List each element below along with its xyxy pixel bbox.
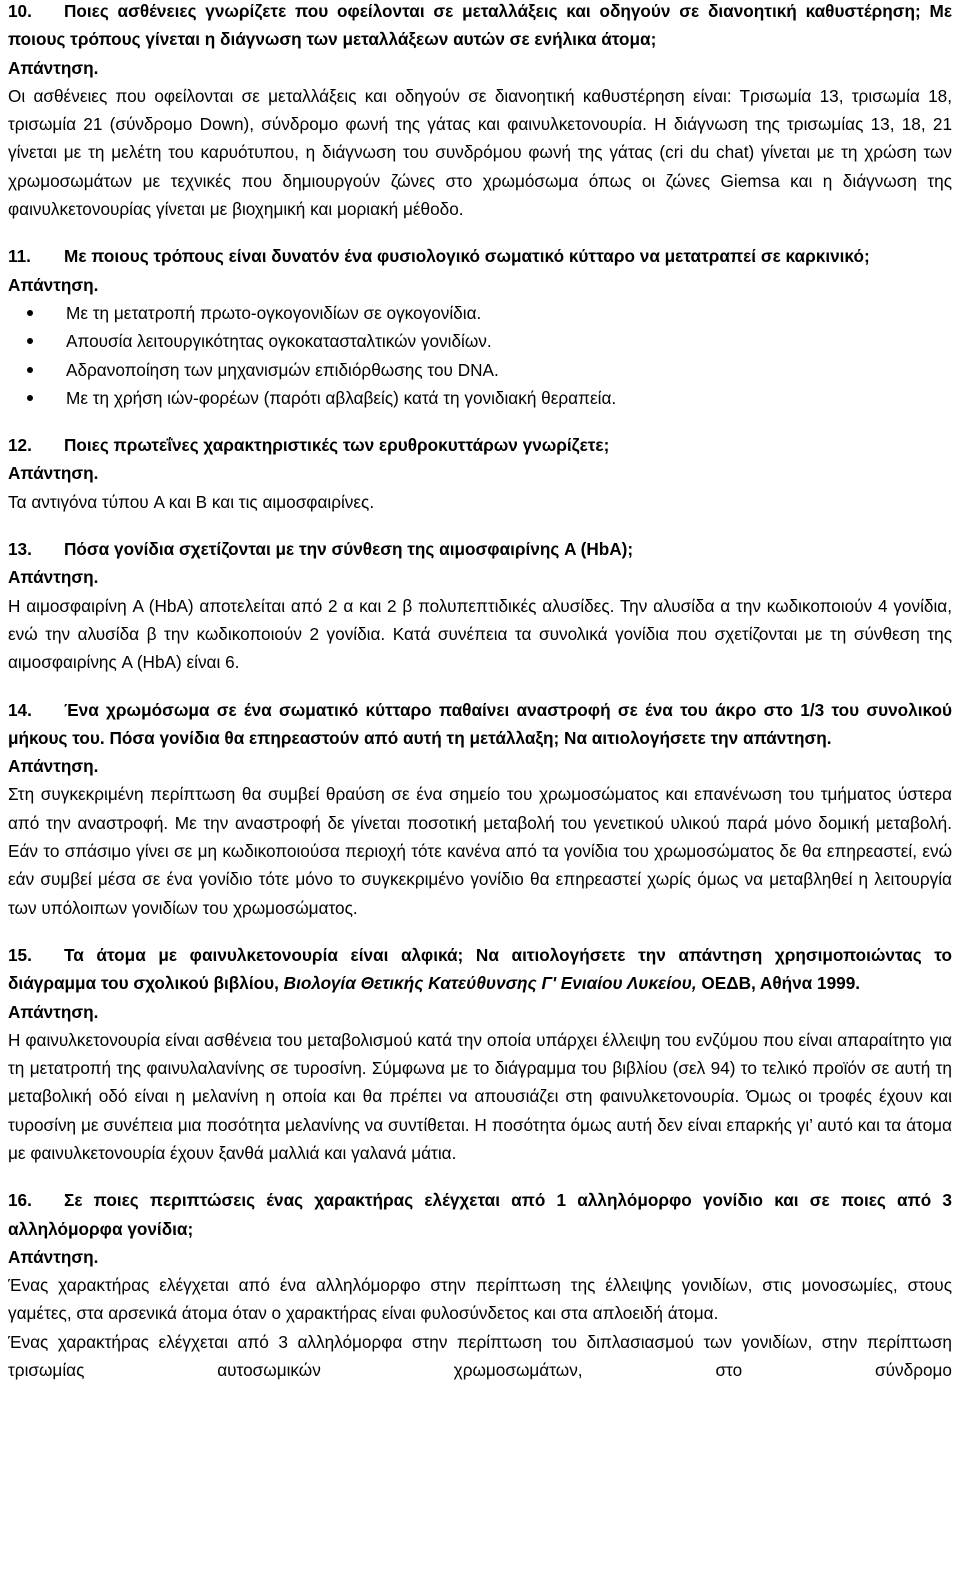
question-section-14	[8, 696, 952, 922]
question-number: 12.	[8, 435, 32, 456]
question-heading	[8, 242, 952, 270]
question-heading	[8, 696, 952, 753]
question-number: 11.	[8, 246, 31, 267]
question-text: Ένα χρωμόσωμα σε ένα σωματικό κύτταρο παθαίνει αναστροφή σε ένα του άκρο στο 1/3 του συνολικού μήκους του. Πόσα γονίδια θα επηρεαστούν από αυτή τη μετάλλαξη; Να αιτιολογήσετε την απάντηση.	[8, 699, 952, 748]
answer-bullet-list	[8, 299, 952, 412]
question-section-16	[8, 1186, 952, 1384]
question-section-12	[8, 431, 952, 516]
question-heading	[8, 1186, 952, 1243]
question-heading	[8, 0, 952, 54]
answer-label: Απάντηση.	[8, 274, 99, 295]
question-text: Σε ποιες περιπτώσεις ένας χαρακτήρας ελέγχεται από 1 αλληλόμορφο γονίδιο και σε ποιες από 3 αλληλόμορφα γονίδια;	[8, 1190, 952, 1239]
answer-label: Απάντηση.	[8, 756, 99, 777]
question-section-15	[8, 941, 952, 1167]
answer-label: Απάντηση.	[8, 567, 99, 588]
question-section-13	[8, 535, 952, 676]
answer-label: Απάντηση.	[8, 57, 99, 78]
question-number: 13.	[8, 539, 32, 560]
question-number: 15.	[8, 944, 32, 965]
question-number: 16.	[8, 1190, 32, 1211]
question-heading	[8, 535, 952, 563]
question-text: Πόσα γονίδια σχετίζονται με την σύνθεση της αιμοσφαιρίνης A (HbA);	[64, 539, 634, 560]
question-text-end: ΟΕΔΒ, Αθήνα 1999.	[696, 973, 861, 994]
answer-text-1: Ένας χαρακτήρας ελέγχεται από ένα αλληλόμορφο στην περίπτωση της έλλειψης γονιδίων, στις μονοσωμίες, στους γαμέτες, στα αρσενικά άτομα όταν ο χαρακτήρας είναι φυλοσύνδετος και στα απλοειδή άτομα.	[8, 1275, 952, 1324]
question-number: 14.	[8, 699, 32, 720]
answer-text: Στη συγκεκριμένη περίπτωση θα συμβεί θραύση σε ένα σημείο του χρωμοσώματος και επανένωση του τμήματος ύστερα από την αναστροφή. Με την αναστροφή δε γίνεται ποσοτική μεταβολή του γενετικού υλικού παρά μόνο δομική μεταβολή. Εάν το σπάσιμο γίνει σε μη κωδικοποιούσα περιοχή τότε κανένα από τα γονίδια του χρωμοσώματος δε θα επηρεαστεί, ενώ εάν συμβεί μέσα σε ένα γονίδιο τότε μόνο το συγκεκριμένο γονίδιο θα επηρεαστεί χωρίς όμως να μεταβληθεί η λειτουργία των υπόλοιπων γονιδίων του χρωμοσώματος.	[8, 784, 952, 918]
document-body	[8, 0, 952, 1384]
bullet-item: Αδρανοποίηση των μηχανισμών επιδιόρθωσης του DNA.	[66, 356, 952, 384]
answer-text-2: Ένας χαρακτήρας ελέγχεται από 3 αλληλόμορφα στην περίπτωση του διπλασιασμού των γονιδίων, στην περίπτωση τρισωμίας αυτοσωμικών χρωμοσωμάτων, στο σύνδρομο	[8, 1331, 952, 1381]
question-text: Ποιες ασθένειες γνωρίζετε που οφείλονται σε μεταλλάξεις και οδηγούν σε διανοητική καθυστέρηση; Με ποιους τρόπους γίνεται η διάγνωση των μεταλλάξεων αυτών σε ενήλικα άτομα;	[8, 1, 952, 50]
bullet-item: Με τη μετατροπή πρωτο-ογκογονιδίων σε ογκογονίδια.	[66, 299, 952, 327]
question-section-11	[8, 242, 952, 412]
answer-label: Απάντηση.	[8, 463, 99, 484]
answer-text: Η αιμοσφαιρίνη A (HbA) αποτελείται από 2 α και 2 β πολυπεπτιδικές αλυσίδες. Την αλυσίδα α την κωδικοποιούν 4 γονίδια, ενώ την αλυσίδα β την κωδικοποιούν 2 γονίδια. Κατά συνέπεια τα συνολικά γονίδια που σχετίζονται με τη σύνθεση της αιμοσφαιρίνης A (HbA) είναι 6.	[8, 595, 952, 673]
question-section-10	[8, 0, 952, 223]
question-heading	[8, 431, 952, 459]
question-heading	[8, 941, 952, 998]
bullet-item: Με τη χρήση ιών-φορέων (παρότι αβλαβείς) κατά τη γονιδιακή θεραπεία.	[66, 384, 952, 412]
bullet-item: Απουσία λειτουργικότητας ογκοκατασταλτικών γονιδίων.	[66, 327, 952, 355]
answer-text: Τα αντιγόνα τύπου A και B και τις αιμοσφαιρίνες.	[8, 491, 375, 512]
question-number: 10.	[8, 1, 32, 21]
question-text: Τα άτομα με φαινυλκετονουρία είναι αλφικά; Να αιτιολογήσετε την απάντηση χρησιμοποιώντας το διάγραμμα του σχολικού βιβλίου,	[8, 944, 952, 994]
answer-label: Απάντηση.	[8, 1001, 99, 1022]
question-text: Με ποιους τρόπους είναι δυνατόν ένα φυσιολογικό σωματικό κύτταρο να μετατραπεί σε καρκινικό;	[64, 246, 870, 267]
book-title: Βιολογία Θετικής Κατεύθυνσης Γ' Ενιαίου Λυκείου,	[283, 973, 697, 994]
question-text: Ποιες πρωτεΐνες χαρακτηριστικές των ερυθροκυττάρων γνωρίζετε;	[64, 435, 610, 456]
answer-label: Απάντηση.	[8, 1246, 99, 1267]
answer-text: Η φαινυλκετονουρία είναι ασθένεια του μεταβολισμού κατά την οποία υπάρχει έλλειψη του ενζύμου που είναι απαραίτητο για τη μετατροπή της φαινυλαλανίνης σε τυροσίνη. Σύμφωνα με το διάγραμμα του βιβλίου (σελ 94) το τελικό προϊόν σε αυτή τη μεταβολική οδό είναι η μελανίνη η οποία και θα πρέπει να απουσιάζει στη φαινυλκετονουρία. Όμως οι τροφές έχουν και τυροσίνη με συνέπεια μια ποσότητα μελανίνης να συντίθεται. Η ποσότητα όμως αυτή δεν είναι επαρκής γι’ αυτό και τα άτομα με φαινυλκετονουρία έχουν ξανθά μαλλιά και γαλανά μάτια.	[8, 1029, 952, 1163]
answer-text: Οι ασθένειες που οφείλονται σε μεταλλάξεις και οδηγούν σε διανοητική καθυστέρηση είναι: Τρισωμία 13, τρισωμία 18, τρισωμία 21 (σύνδρομο Down), σύνδρομο φωνή της γάτας και φαινυλκετονουρία. Η διάγνωση της τρισωμίας 13, 18, 21 γίνεται με τη μελέτη του καρυότυπου, η διάγνωση του συνδρόμου φωνή της γάτας (cri du chat) γίνεται με τη χρώση των χρωμοσωμάτων με τεχνικές που δημιουργούν ζώνες στο χρωμόσωμα όπως οι ζώνες Giemsa και η διάγνωση της φαινυλκετονουρίας γίνεται με βιοχημική και μοριακή μέθοδο.	[8, 85, 952, 220]
